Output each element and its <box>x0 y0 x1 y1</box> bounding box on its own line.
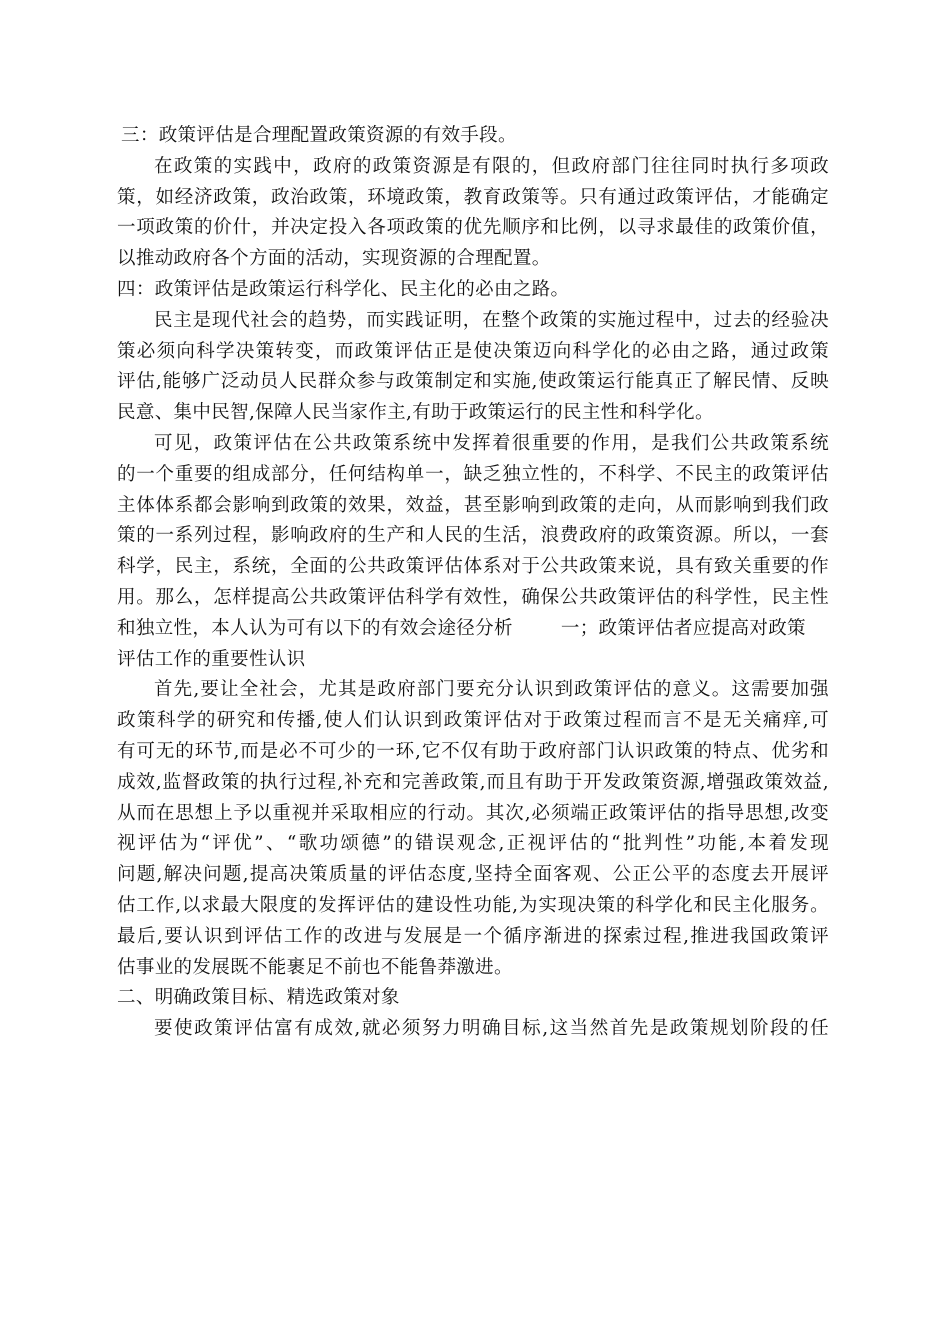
paragraph-line: 问题,解决问题,提高决策质量的评估态度,坚持全面客观、公正公平的态度去开展评 <box>117 864 829 886</box>
paragraph-line: 科学，民主，系统，全面的公共政策评估体系对于公共政策来说，具有致关重要的作 <box>117 556 829 578</box>
paragraph-line: 用。那么，怎样提高公共政策评估科学有效性，确保公共政策评估的科学性，民主性 <box>117 586 829 608</box>
subheading-1-continued: 评估工作的重要性认识 <box>117 648 306 670</box>
paragraph-line: 要使政策评估富有成效,就必须努力明确目标,这当然首先是政策规划阶段的任 <box>154 1018 829 1040</box>
paragraph-line: 政策科学的研究和传播,使人们认识到政策评估对于政策过程而言不是无关痛痒,可 <box>117 710 829 732</box>
paragraph-text: 和独立性，本人认为可有以下的有效会途径分析 <box>117 617 513 639</box>
section-heading-4: 四：政策评估是政策运行科学化、民主化的必由之路。 <box>117 278 570 300</box>
paragraph-line: 以推动政府各个方面的活动，实现资源的合理配置。 <box>117 248 551 270</box>
paragraph-line: 策，如经济政策，政治政策，环境政策，教育政策等。只有通过政策评估，才能确定 <box>117 186 829 208</box>
paragraph-line: 评估,能够广泛动员人民群众参与政策制定和实施,使政策运行能真正了解民情、反映 <box>117 371 829 393</box>
paragraph-line: 策必须向科学决策转变，而政策评估正是使决策迈向科学化的必由之路，通过政策 <box>117 340 829 362</box>
document-body <box>117 121 829 1045</box>
paragraph-line: 可见，政策评估在公共政策系统中发挥着很重要的作用，是我们公共政策系统 <box>154 432 829 454</box>
paragraph-line: 成效,监督政策的执行过程,补充和完善政策,而且有助于开发政策资源,增强政策效益, <box>117 771 829 793</box>
paragraph-line <box>117 614 829 645</box>
section-heading-2: 二、明确政策目标、精选政策对象 <box>117 987 400 1009</box>
paragraph-line: 有可无的环节,而是必不可少的一环,它不仅有助于政府部门认识政策的特点、优劣和 <box>117 740 829 762</box>
paragraph-line: 民意、集中民智,保障人民当家作主,有助于政策运行的民主性和科学化。 <box>117 402 714 424</box>
paragraph-line: 民主是现代社会的趋势，而实践证明，在整个政策的实施过程中，过去的经验决 <box>154 309 829 331</box>
paragraph-line: 从而在思想上予以重视并采取相应的行动。其次,必须端正政策评估的指导思想,改变 <box>117 802 829 824</box>
subheading-1: 一；政策评估者应提高对政策 <box>560 617 806 639</box>
paragraph-line: 一项政策的价什，并决定投入各项政策的优先顺序和比例，以寻求最佳的政策价值， <box>117 217 829 239</box>
paragraph-line: 策的一系列过程，影响政府的生产和人民的生活，浪费政府的政策资源。所以，一套 <box>117 525 829 547</box>
paragraph-line: 在政策的实践中，政府的政策资源是有限的，但政府部门往往同时执行多项政 <box>154 155 829 177</box>
section-heading-3: 三：政策评估是合理配置政策资源的有效手段。 <box>121 125 517 146</box>
paragraph-line: 主体体系都会影响到政策的效果，效益，甚至影响到政策的走向，从而影响到我们政 <box>117 494 829 516</box>
paragraph-line: 的一个重要的组成部分，任何结构单一，缺乏独立性的，不科学、不民主的政策评估 <box>117 463 829 485</box>
paragraph-line: 视评估为“评优”、“歌功颂德”的错误观念,正视评估的“批判性”功能,本着发现 <box>117 833 829 855</box>
paragraph-line: 最后,要认识到评估工作的改进与发展是一个循序渐进的探索过程,推进我国政策评 <box>117 925 829 947</box>
paragraph-line: 首先,要让全社会，尤其是政府部门要充分认识到政策评估的意义。这需要加强 <box>154 679 829 701</box>
paragraph-line: 估事业的发展既不能裹足不前也不能鲁莽激进。 <box>117 956 513 978</box>
paragraph-line: 估工作,以求最大限度的发挥评估的建设性功能,为实现决策的科学化和民主化服务。 <box>117 894 829 916</box>
